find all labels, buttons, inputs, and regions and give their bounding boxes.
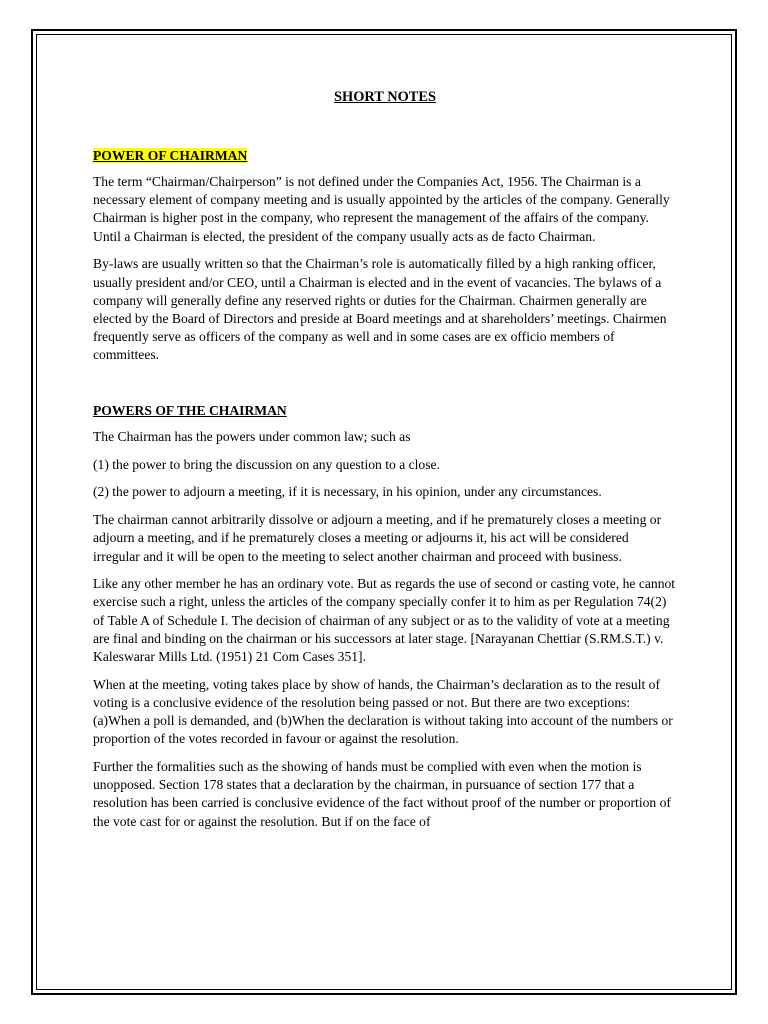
section-powers-of-the-chairman xyxy=(93,402,677,831)
paragraph: When at the meeting, voting takes place by show of hands, the Chairman’s declaration as to the result of voting is a conclusive evidence of the resolution being passed or not. But there are two exceptions: (a)When a poll is demanded, and (b)When the declaration is without taking into account of the numbers or proportion of the votes recorded in favour or against the resolution. xyxy=(93,676,673,747)
section-spacer xyxy=(93,374,677,402)
paragraph: (2) the power to adjourn a meeting, if it is necessary, in his opinion, under any circumstances. xyxy=(93,484,602,500)
paragraph: The Chairman has the powers under common law; such as xyxy=(93,429,411,445)
section-heading xyxy=(93,147,677,165)
paragraph: The chairman cannot arbitrarily dissolve or adjourn a meeting, and if he prematurely closes a meeting or adjourn a meeting, and if he prematurely closes a meeting or adjourns it, his act will be considered irregular and it will be open to the meeting to select another chairman and proceed with business. xyxy=(93,512,662,564)
highlighted-heading-text: POWER OF CHAIRMAN xyxy=(93,148,248,163)
paragraph: By-laws are usually written so that the Chairman’s role is automatically filled by a high ranking officer, usually president and/or CEO, until a Chairman is elected and in the event of vacancies. The bylaws of a company will generally define any reserved rights or duties for the Chairman. Chairmen generally are elected by the Board of Directors and preside at Board meetings and at shareholders’ meetings. Chairmen frequently serve as officers of the company as well and in some cases are ex officio members of committees. xyxy=(93,256,667,363)
paragraph: (1) the power to bring the discussion on any question to a close. xyxy=(93,456,440,472)
section-power-of-chairman xyxy=(93,147,677,365)
document-body xyxy=(93,86,677,986)
section-heading: POWERS OF THE CHAIRMAN xyxy=(93,403,287,419)
paragraph: Further the formalities such as the showing of hands must be complied with even when the motion is unopposed. Section 178 states that a declaration by the chairman, in pursuance of section 177 that a resolution has been carried is conclusive evidence of the fact without proof of the number or proportion of the vote cast for or against the resolution. But if on the face of xyxy=(93,759,671,829)
paragraph: Like any other member he has an ordinary vote. But as regards the use of second or casting vote, he cannot exercise such a right, unless the articles of the company specially confer it to him as per Regulation 74(2) of Table A of Schedule I. The decision of chairman of any subject or as to the validity of vote at a meeting are final and binding on the chairman or his successors at later stage. [Narayanan Chettiar (S.RM.S.T.) v. Kaleswarar Mills Ltd. (1951) 21 Com Cases 351]. xyxy=(93,576,676,665)
paragraph: The term “Chairman/Chairperson” is not defined under the Companies Act, 1956. The Chairman is a necessary element of company meeting and is usually appointed by the articles of the company. Generally Chairman is higher post in the company, who represent the management of the affairs of the company. Until a Chairman is elected, the president of the company usually acts as de facto Chairman. xyxy=(93,174,670,244)
document-title: SHORT NOTES xyxy=(334,89,436,105)
